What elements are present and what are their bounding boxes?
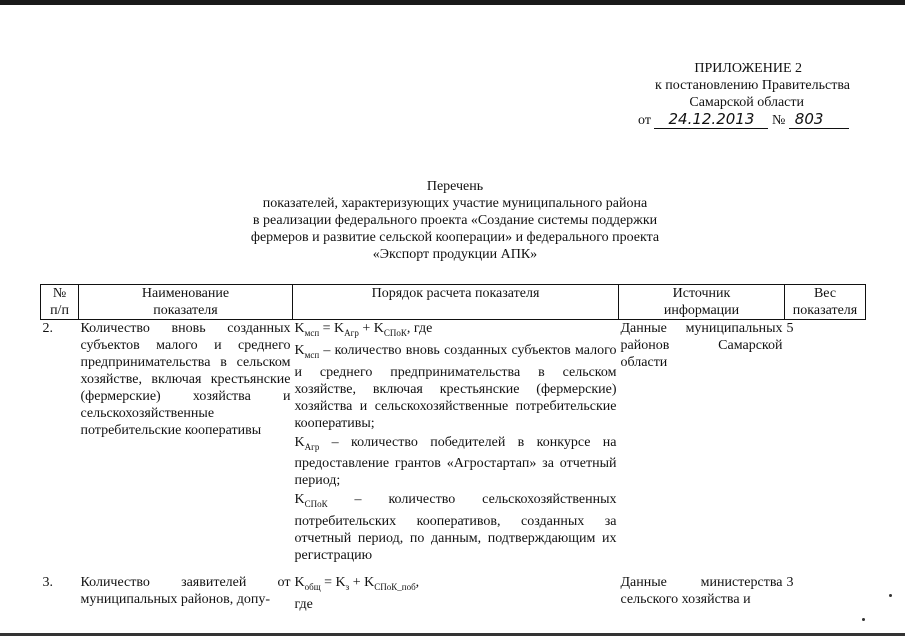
scan-speck <box>862 618 865 621</box>
document-heading <box>200 178 710 263</box>
header-calculation: Порядок расчета показателя <box>293 285 619 320</box>
table-row <box>41 566 866 615</box>
heading-line-5: «Экспорт продукции АПК» <box>372 247 538 262</box>
header-number: № п/п <box>41 285 79 320</box>
row-source: Данные муниципальных районов Самарской области <box>620 321 783 370</box>
row-formula: $K_{мсп} = K_{Агр} + K_{СПоК}$, где <box>294 321 433 338</box>
appendix-region-line: Самарской области <box>689 95 804 110</box>
header-weight: Вес показателя <box>785 285 866 320</box>
appendix-title: ПРИЛОЖЕНИЕ 2 <box>694 61 802 76</box>
row-formula: $K_{общ} = K_з + K_{СПоК\_поб}$, <box>294 575 420 592</box>
handwritten-date: 24.12.2013 <box>654 110 768 129</box>
number-label: № <box>771 113 786 128</box>
heading-line-3: в реализации федерального проекта «Создание системы поддержки <box>252 213 658 228</box>
date-prefix: от <box>638 113 651 128</box>
table-header-row <box>41 285 866 320</box>
row-indicator-name: Количество заявителей от муниципальных районов, допу- <box>80 575 291 608</box>
row-weight: 3 <box>786 575 794 591</box>
formula-definition: где <box>294 596 313 612</box>
indicators-table <box>40 284 866 615</box>
top-border-line <box>0 0 905 5</box>
heading-line-2: показателей, характеризующих участие муниципального района <box>262 196 648 211</box>
appendix-date-line <box>638 110 849 130</box>
row-calculation <box>293 320 619 567</box>
header-name: Наименование показателя <box>79 285 293 320</box>
formula-definition: $K_{СПоК}$ – количество сельскохозяйственных потребительских кооперативов, созданных за отчетный период, по данным, подтверждающим их регистрацию <box>294 492 617 564</box>
row-indicator-name: Количество вновь созданных субъектов малого и среднего предпринимательства в сельском хозяйстве, включая крестьянские (фермерские) хозяйства и сельскохозяйственные потребительские кооперативы <box>80 321 291 438</box>
heading-title: Перечень <box>426 179 484 194</box>
heading-line-4: фермеров и развитие сельской кооперации» и федерального проекта <box>250 230 660 245</box>
bottom-border-line <box>0 633 905 636</box>
row-weight: 5 <box>786 321 794 336</box>
scan-speck <box>889 594 892 597</box>
row-number: 2. <box>42 321 53 336</box>
handwritten-number: 803 <box>789 110 849 129</box>
appendix-block <box>600 60 850 111</box>
header-source: Источник информации <box>619 285 785 320</box>
row-calculation <box>293 566 619 615</box>
row-source: Данные министерства сельского хозяйства и <box>620 575 783 608</box>
table-row <box>41 320 866 567</box>
formula-definition: $K_{Агр}$ – количество победителей в конкурсе на предоставление грантов «Агростартап» за отчетный период; <box>294 434 617 489</box>
formula-definition: $K_{мсп}$ – количество вновь созданных субъектов малого и среднего предпринимательства в сельском хозяйстве, включая крестьянские (фермерские) хозяйства и сельскохозяйственные потребительские кооперативы; <box>294 342 617 431</box>
row-number: 3. <box>42 575 53 591</box>
appendix-decree-line: к постановлению Правительства <box>654 78 850 93</box>
